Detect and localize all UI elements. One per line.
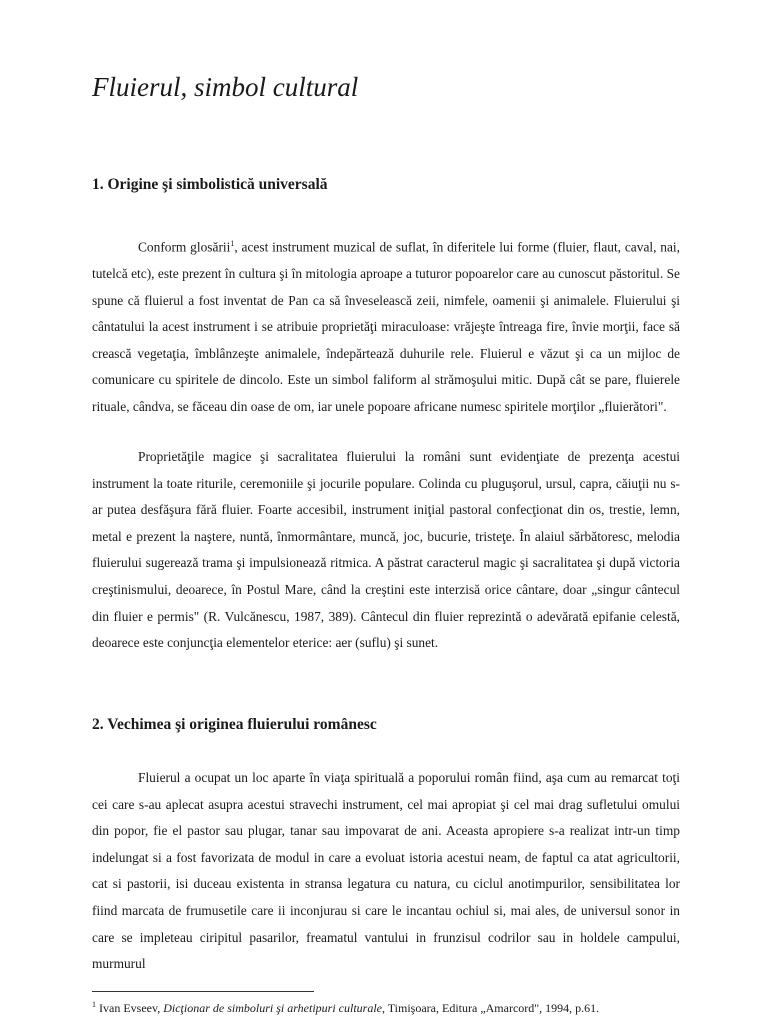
paragraph-text-start: Conform glosării — [138, 239, 231, 255]
paragraph-origin-glossary — [92, 231, 680, 421]
paragraph-spiritual-place: Fluierul a ocupat un loc aparte în viaţa spirituală a poporului român fiind, aşa cum au remarcat toţi cei care s-au aplecat asupra acestui stravechi instrument, cel mai apropiat şi cel mai drag sufletului omului din popor, fie el pastor sau plugar, tanar sau impovarat de ani. Aceasta apropiere s-a realizat intr-un timp indelungat si a fost favorizata de modul in care a evoluat istoria acestui neam, de faptul ca atat agricultorii, cat si pastorii, isi duceau existenta in stransa legatura cu natura, cu ciclul anotimpurilor, sensibilitatea lor fiind marcata de frumusetile care ii inconjurau si care le incantau ochiul si, mai ales, de universul sonor in care se impleteau ciripitul pasarilor, freamatul vantului in frunzisul codrilor sau in holdele campului, murmurul — [92, 770, 680, 972]
footnote-reference[interactable]: 1 — [230, 239, 235, 248]
footnote — [92, 997, 599, 1016]
footnote-author: Ivan Evseev, — [96, 1001, 164, 1015]
paragraph-text-rest: , acest instrument muzical de suflat, în diferitele lui forme (fluier, flaut, caval, nai, tutelcă etc), este prezent în cultura şi în mitologia aproape a tuturor popoarelor care au cunoscut păstoritul. Se spune că fluierul a fost inventat de Pan ca să înveselească zeii, nimfele, oamenii şi animalele. Fluierului şi cântatului la acest instrument i se atribuie proprietăţi miraculoase: vrăjeşte întreaga fire, învie morţii, face să crească vegetaţia, îmblânzeşte animalele, îndepărtează duhurile rele. Fluierul e văzut şi ca un mijloc de comunicare cu spiritele de dincolo. Este un simbol faliform al strămoşului mitic. După cât se pare, fluierele rituale, cândva, se făceau din oase de om, iar unele popoare africane numesc spiritele morţilor „fluierători". — [92, 239, 680, 415]
footnote-separator — [92, 991, 314, 992]
paragraph-magic-properties: Proprietăţile magice şi sacralitatea fluierului la români sunt evidenţiate de prezenţa acestui instrument la toate riturile, ceremoniile şi jocurile populare. Colinda cu pluguşorul, ursul, capra, căiuţii nu s-ar putea desfăşura fără fluier. Foarte accesibil, instrument iniţial pastoral confecţionat din os, trestie, lemn, metal e prezent la naştere, nuntă, înmormântare, muncă, joc, bucurie, tristeţe. În alaiul sărbătoresc, melodia fluierului sugerează trama şi impulsionează ritmica. A păstrat caracterul magic şi sacralitatea şi după victoria creştinismului, deoarece, în Postul Mare, când la creştini este interzisă orice cântare, doar „singur cântecul din fluier e permis" (R. Vulcănescu, 1987, 389). Cântecul din fluier reprezintă o adevărată epifanie celestă, deoarece este conjuncţia elementelor eterice: aer (suflu) şi sunet. — [92, 449, 680, 651]
document-title: Fluierul, simbol cultural — [92, 72, 359, 102]
section-heading-origin: 1. Origine şi simbolistică universală — [92, 176, 328, 193]
footnote-marker: 1 — [92, 1000, 96, 1009]
footnote-work-title: Dicţionar de simboluri şi arhetipuri culturale — [163, 1001, 382, 1015]
section-heading-age-origin: 2. Vechimea şi originea fluierului românesc — [92, 716, 377, 733]
footnote-details: , Timişoara, Editura „Amarcord", 1994, p.61. — [381, 1001, 600, 1015]
